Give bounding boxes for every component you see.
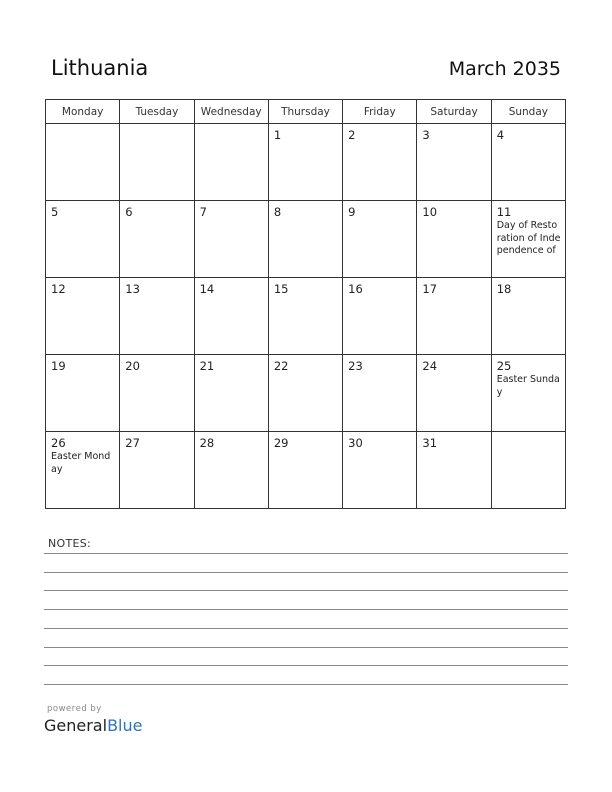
note-line (44, 590, 568, 591)
day-number: 18 (496, 282, 512, 296)
day-number: 21 (199, 359, 215, 373)
day-cell (417, 432, 491, 509)
day-number: 4 (496, 128, 505, 142)
note-line (44, 609, 568, 610)
day-cell (120, 432, 194, 509)
day-cell (343, 432, 417, 509)
note-line (44, 647, 568, 648)
day-cell (268, 432, 342, 509)
month-title: March 2035 (448, 58, 561, 80)
day-number: 5 (51, 205, 59, 219)
day-number: 7 (199, 205, 207, 219)
day-number: 19 (51, 359, 66, 373)
day-cell (268, 355, 342, 432)
day-cell (491, 355, 565, 432)
day-cell (46, 355, 120, 432)
day-cell (268, 124, 342, 201)
note-line (44, 684, 568, 685)
footer-brand (44, 704, 142, 735)
day-cell (268, 201, 342, 278)
weekday-header: Saturday (417, 100, 491, 124)
day-cell (417, 355, 491, 432)
day-cell (46, 201, 120, 278)
day-cell (120, 124, 194, 201)
day-number: 14 (199, 282, 215, 296)
day-number: 20 (125, 359, 140, 373)
day-number: 27 (125, 436, 140, 450)
day-number: 30 (348, 436, 363, 450)
day-cell (194, 201, 268, 278)
weekday-header: Thursday (268, 100, 342, 124)
weekday-header: Tuesday (120, 100, 194, 124)
day-cell (417, 124, 491, 201)
day-number: 9 (348, 205, 356, 219)
week-row (46, 201, 566, 278)
weekday-header-row (46, 100, 566, 124)
day-cell (120, 278, 194, 355)
country-title: Lithuania (51, 56, 149, 80)
weekday-header: Sunday (491, 100, 565, 124)
day-number: 10 (422, 205, 438, 219)
day-cell (343, 124, 417, 201)
day-number: 17 (422, 282, 438, 296)
day-cell (491, 201, 565, 278)
day-number: 22 (273, 359, 289, 373)
day-number: 15 (273, 282, 289, 296)
week-row (46, 432, 566, 509)
notes-label: NOTES: (48, 537, 92, 550)
day-cell (491, 278, 565, 355)
week-row (46, 355, 566, 432)
day-number: 29 (273, 436, 289, 450)
day-number: 31 (422, 436, 438, 450)
day-cell (491, 432, 565, 509)
day-cell (343, 355, 417, 432)
day-number: 28 (199, 436, 215, 450)
weekday-header: Monday (46, 100, 120, 124)
day-cell (491, 124, 565, 201)
day-number: 26 (51, 436, 66, 450)
day-number: 23 (348, 359, 363, 373)
day-number: 12 (51, 282, 66, 296)
day-cell (417, 201, 491, 278)
day-number: 3 (422, 128, 430, 142)
day-cell (194, 278, 268, 355)
note-line (44, 665, 568, 666)
day-cell (194, 124, 268, 201)
day-number: 16 (348, 282, 363, 296)
week-row (46, 124, 566, 201)
note-line (44, 553, 568, 554)
day-cell (194, 432, 268, 509)
weekday-header: Friday (343, 100, 417, 124)
powered-by-text: powered by (47, 704, 102, 714)
day-cell (120, 201, 194, 278)
day-cell (343, 278, 417, 355)
day-cell (417, 278, 491, 355)
holiday-label: Day of Restoration of Independence of (496, 220, 561, 256)
note-line (44, 572, 568, 573)
day-cell (46, 278, 120, 355)
day-cell (46, 124, 120, 201)
day-cell (46, 432, 120, 509)
weekday-header: Wednesday (194, 100, 268, 124)
holiday-label: Easter Monday (51, 451, 111, 475)
day-cell (343, 201, 417, 278)
note-line (44, 628, 568, 629)
brand-general: General (44, 716, 108, 735)
day-number: 1 (273, 128, 282, 142)
day-number: 8 (273, 205, 282, 219)
day-cell (268, 278, 342, 355)
calendar-grid (45, 99, 566, 509)
brand-blue: Blue (107, 716, 143, 735)
day-cell (120, 355, 194, 432)
day-number: 2 (348, 128, 356, 142)
day-number: 24 (422, 359, 438, 373)
day-number: 25 (496, 359, 512, 373)
holiday-label: Easter Sunday (496, 374, 560, 398)
day-number: 13 (125, 282, 140, 296)
day-cell (194, 355, 268, 432)
day-number: 6 (125, 205, 133, 219)
week-row (46, 278, 566, 355)
day-number: 11 (496, 205, 512, 219)
brand-logo[interactable] (44, 716, 142, 735)
